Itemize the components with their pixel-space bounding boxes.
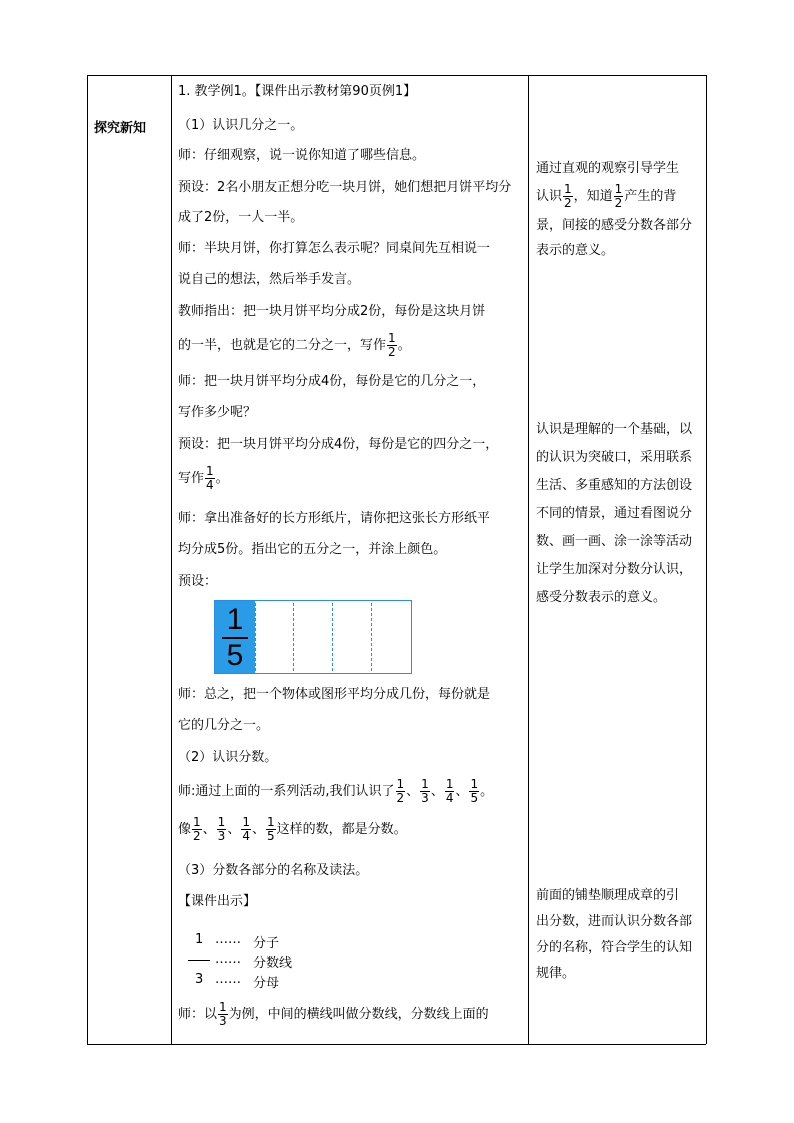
- parts-numerator: 1: [195, 932, 204, 947]
- table-border-left: [87, 75, 88, 1044]
- line-9: 的一半，也就是它的二分之一，写作 $\frac{1}{2}$ 。: [178, 331, 411, 359]
- line-1: 1. 教学例1。【课件出示教材第90页例1】: [178, 84, 417, 99]
- line-14: 师：拿出准备好的长方形纸片，请你把这张长方形纸平: [178, 511, 491, 526]
- line-23: 【课件出示】: [178, 894, 257, 909]
- fraction-half: $\frac{1}{2}$: [396, 777, 405, 805]
- note-1-line-3: 景，间接的感受分数各部分: [536, 218, 693, 233]
- divider-2: [293, 603, 294, 671]
- fraction-third: $\frac{1}{3}$: [421, 777, 429, 805]
- line-21: 像 $\frac{1}{2}$ 、 $\frac{1}{3}$ 、 $\frac{1}{4}$ 、 $\frac{1}{5}$ 这样的数，都是分数。: [178, 815, 407, 843]
- line-19: （2）认识分数。: [178, 750, 278, 765]
- note-2-line-3: 生活、多重感知的方法创设: [536, 478, 693, 493]
- table-border-right: [706, 75, 707, 1044]
- parts-dots-3: ……: [215, 972, 241, 987]
- parts-dots-2: ……: [215, 952, 241, 967]
- note-fraction-half-2: $\frac{1}{2}$: [614, 182, 623, 210]
- parts-denominator-name: 分母: [253, 976, 280, 991]
- line-3: 师：仔细观察，说一说你知道了哪些信息。: [178, 148, 426, 163]
- fraction-one-quarter: $\frac{1}{4}$: [206, 464, 214, 492]
- line-22: （3）分数各部分的名称及读法。: [178, 863, 369, 878]
- fraction-third-example: $\frac{1}{3}$: [219, 1000, 227, 1028]
- figure-denominator: 5: [226, 639, 244, 672]
- line-13: 写作 $\frac{1}{4}$ 。: [178, 464, 229, 492]
- fraction-third-2: $\frac{1}{3}$: [217, 815, 226, 843]
- note-1-line-4: 表示的意义。: [536, 243, 615, 258]
- divider-1: [255, 603, 256, 671]
- line-17: 师：总之，把一个物体或图形平均分成几份，每份就是: [178, 687, 491, 702]
- line-20: 师:通过上面的一系列活动,我们认识了 $\frac{1}{2}$ 、 $\frac{1}{3}$ 、 $\frac{1}{4}$ 、 $\frac{1}{5}$ 。: [178, 777, 494, 805]
- note-1-line-2: 认识 $\frac{1}{2}$ ，知道 $\frac{1}{2}$ 产生的背: [536, 182, 677, 210]
- figure-numerator: 1: [226, 603, 244, 636]
- line-24: 师：以 $\frac{1}{3}$ 为例，中间的横线叫做分数线，分数线上面的: [178, 1000, 489, 1028]
- line-8: 教师指出：把一块月饼平均分成2份，每份是这块月饼: [178, 304, 486, 319]
- note-2-line-1: 认识是理解的一个基础，以: [536, 422, 693, 437]
- fraction-fifth-2: $\frac{1}{5}$: [266, 815, 275, 843]
- note-3-line-4: 规律。: [536, 966, 576, 981]
- line-18: 它的几分之一。: [178, 718, 270, 733]
- table-divider-1: [171, 75, 172, 1044]
- note-3-line-2: 出分数，进而认识分数各部: [536, 914, 693, 929]
- fraction-fifth: $\frac{1}{5}$: [470, 777, 479, 805]
- fraction-quarter-2: $\frac{1}{4}$: [242, 815, 250, 843]
- parts-numerator-name: 分子: [253, 936, 280, 951]
- line-2: （1）认识几分之一。: [178, 118, 304, 133]
- parts-denominator: 3: [195, 972, 204, 987]
- note-2-line-7: 感受分数表示的意义。: [536, 590, 667, 605]
- parts-line-name: 分数线: [253, 956, 293, 971]
- note-block-3: [536, 883, 704, 987]
- fraction-parts-diagram: [188, 932, 318, 992]
- fraction-quarter: $\frac{1}{4}$: [445, 777, 454, 805]
- line-16: 预设：: [178, 574, 218, 589]
- divider-3: [332, 603, 333, 671]
- one-fifth-rectangle-figure: [214, 600, 412, 674]
- note-block-2: [536, 416, 704, 612]
- line-10: 师：把一块月饼平均分成4份，每份是它的几分之一，: [178, 374, 486, 389]
- note-1-line-1: 通过直观的观察引导学生: [536, 161, 680, 176]
- note-3-line-1: 前面的铺垫顺理成章的引: [536, 888, 680, 903]
- line-7: 说自己的想法，然后举手发言。: [178, 272, 361, 287]
- note-2-line-5: 数、画一画、涂一涂等活动: [536, 534, 693, 549]
- parts-dots-1: ……: [215, 932, 241, 947]
- fraction-one-half: $\frac{1}{2}$: [388, 331, 396, 359]
- divider-4: [371, 603, 372, 671]
- line-12: 预设：把一块月饼平均分成4份，每份是它的四分之一，: [178, 437, 499, 452]
- line-5: 成了2份，一人一半。: [178, 210, 304, 225]
- section-label: 探究新知: [94, 121, 147, 136]
- line-6: 师：半块月饼，你打算怎么表示呢？同桌间先互相说一: [178, 241, 491, 256]
- table-divider-2: [528, 75, 529, 1044]
- note-2-line-2: 的认识为突破口，采用联系: [536, 450, 693, 465]
- line-11: 写作多少呢？: [178, 405, 257, 420]
- note-fraction-half-1: $\frac{1}{2}$: [564, 182, 572, 210]
- parts-fraction-line: [188, 960, 210, 961]
- note-block-1: [536, 156, 704, 263]
- line-15: 均分成5份。指出它的五分之一，并涂上颜色。: [178, 542, 447, 557]
- note-2-line-6: 让学生加深对分数分认识，: [536, 562, 693, 577]
- line-4: 预设：2名小朋友正想分吃一块月饼，她们想把月饼平均分: [178, 180, 512, 195]
- note-2-line-4: 不同的情景，通过看图说分: [536, 506, 693, 521]
- note-3-line-3: 分的名称，符合学生的认知: [536, 940, 693, 955]
- fraction-half-2: $\frac{1}{2}$: [193, 815, 201, 843]
